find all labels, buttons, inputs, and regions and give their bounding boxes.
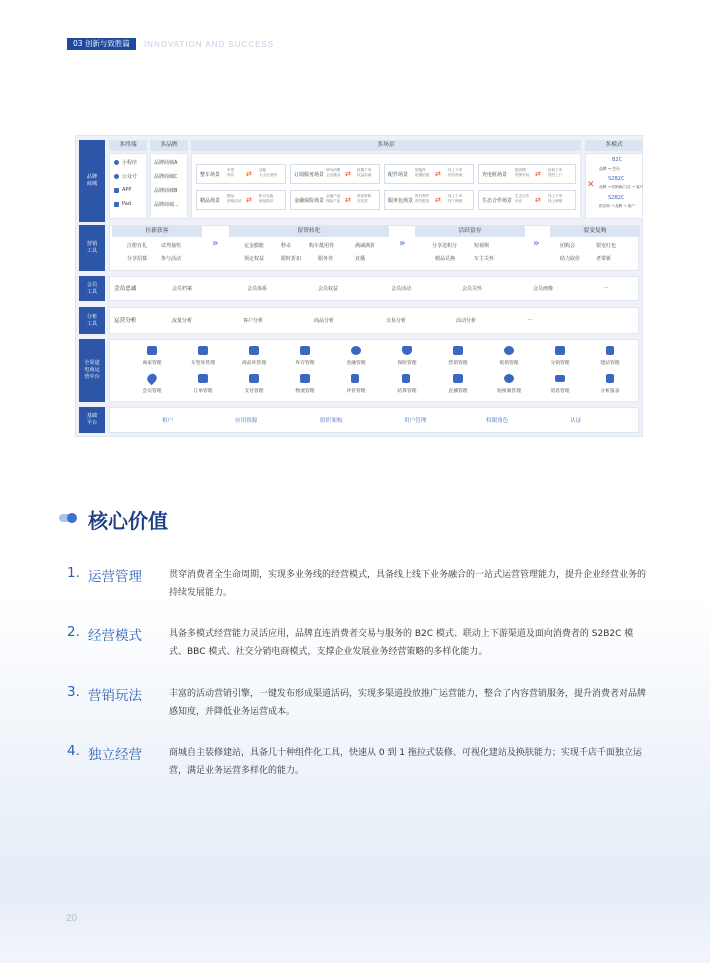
tool-item: 精品兑换	[435, 256, 456, 262]
col-head-terminals: 多终端	[109, 140, 147, 151]
row-label: 品牌 商城	[79, 140, 105, 222]
terminal-item: 公众号	[122, 174, 138, 180]
row-member-tools	[79, 276, 639, 301]
col-head-convert: 留资转化	[229, 226, 389, 237]
scene-card: 生态合作场景 生态合作 伙伴 ⇄ 线上下单 线上核销	[478, 190, 576, 210]
module-label: 短视频管理	[497, 389, 521, 394]
col-head-acquire: 拉新获客	[112, 226, 202, 237]
member-item: 会员档案	[172, 286, 193, 292]
module-label: 分析报表	[600, 389, 620, 394]
diamond-icon	[145, 372, 158, 385]
scene-card: 服务包场景 售后养护 预约服务 ⇄ 线上下单 线下核销	[384, 190, 474, 210]
chevron-right-icon: »	[533, 238, 540, 249]
module-label: 评价管理	[346, 389, 366, 394]
calculator-icon	[402, 374, 410, 383]
report-icon	[606, 374, 614, 383]
tool-item: 直播	[355, 256, 366, 262]
review-icon	[351, 374, 359, 383]
scene-card: 配件场景 智能件 配置拓展 ⇄ 线上下单 现代物流	[384, 164, 474, 184]
item-description: 具备多模式经营能力灵活应用，品牌直连消费者交易与服务的 B2C 模式、联动上下游渠道及面向消费者的 S2B2C 模式、BBC 模式、社交分销电商模式，支撑企业发展业务经营策略的多样化能力。	[169, 629, 634, 657]
car-icon	[198, 346, 208, 355]
inventory-icon	[300, 346, 310, 355]
brand-item: 品牌商城C	[154, 174, 178, 180]
scene-card: 订阅服务场景 SPU消费 会员激活 ⇄ 按期下单 权益扣减	[290, 164, 380, 184]
chevron-right-icon: »	[399, 238, 406, 249]
exchange-icon: ⇄	[345, 170, 351, 178]
order-icon	[198, 374, 208, 383]
item-title: 营销玩法	[88, 688, 142, 704]
grid-icon	[555, 346, 565, 355]
page-number: 20	[66, 913, 78, 924]
tool-item: 注册有礼	[127, 243, 148, 249]
col-head-retain: 活跃留存	[415, 226, 525, 237]
platform-item: 用户管理	[404, 418, 427, 424]
member-item: 会员体系	[247, 286, 268, 292]
brand-item: 品牌商城B	[154, 188, 178, 194]
section-title: 核心价值	[88, 509, 168, 533]
exchange-icon: ⇄	[246, 170, 252, 178]
finance-icon	[351, 346, 361, 355]
row-analysis-tools	[79, 307, 639, 334]
terminals-box	[109, 153, 147, 219]
module-label: 物流管理	[295, 389, 315, 394]
mode-name: B2C	[612, 157, 623, 163]
mode-name: S2B2C	[608, 176, 625, 182]
analysis-item: 交易分析	[386, 318, 407, 324]
marketing-icon	[453, 346, 463, 355]
truck-icon	[300, 374, 310, 383]
module-label: 分销管理	[550, 361, 570, 366]
col-head-fission: 裂变复购	[550, 226, 640, 237]
mobile-icon	[606, 346, 614, 355]
member-item: 会员关怀	[462, 286, 483, 292]
terminal-item: 小程序	[122, 160, 138, 166]
module-label: 金融管理	[346, 361, 366, 366]
member-item: 会员画像	[533, 286, 554, 292]
terminal-item: APP	[122, 187, 132, 193]
module-label: 直播管理	[448, 389, 468, 394]
tool-item: 短视频	[474, 243, 490, 249]
brand-item: 品牌商城...	[154, 202, 179, 208]
exchange-icon: ⇄	[435, 196, 441, 204]
section-bullet-icon	[59, 513, 83, 523]
exchange-icon: ⇄	[435, 170, 441, 178]
module-label: 支付管理	[244, 389, 264, 394]
mode-flow: 品牌 → 会员	[599, 166, 620, 171]
shield-icon	[402, 346, 412, 355]
tablet-icon	[114, 202, 119, 207]
brands-box	[150, 153, 188, 219]
mode-flow: 供应商 → 品牌 → 客户	[599, 204, 635, 208]
item-number: 1.	[67, 565, 80, 581]
row-label: 会员 工具	[79, 276, 105, 301]
exchange-icon: ⇄	[535, 196, 541, 204]
exchange-icon: ⇄	[345, 196, 351, 204]
live-icon	[453, 374, 463, 383]
module-label: 营销管理	[448, 361, 468, 366]
platform-item: 租户	[162, 418, 174, 424]
module-label: 保险管理	[397, 361, 417, 366]
analysis-item: 流量分析	[172, 318, 193, 324]
row-marketing-tools	[79, 225, 639, 271]
chapter-header	[67, 38, 274, 50]
module-label: 库存管理	[295, 361, 315, 366]
tool-item: 购车抵用券	[309, 243, 335, 249]
member-item: 会员权益	[318, 286, 339, 292]
module-label: 商家管理	[142, 361, 162, 366]
item-description: 贯穿消费者全生命周期，实现多业务线的经营模式，具备线上线下业务融合的一站式运营管理能力，提升企业经营业务的持续发展能力。	[169, 570, 647, 598]
scenes-box	[191, 153, 581, 219]
row-base-platform	[79, 407, 639, 433]
tool-item: 试驾抽奖	[161, 243, 182, 249]
analysis-item: 商品分析	[314, 318, 335, 324]
item-description: 丰富的活动营销引擎，一键发布形成渠道活码，实现多渠道投放推广运营能力，整合了内容营销服务，提升消费者对品牌感知度，并降低业务运营成本。	[169, 689, 647, 717]
row-label: 全渠道 电商运 营中台	[79, 339, 105, 402]
cart-icon	[249, 346, 259, 355]
cross-icon: ✕	[587, 180, 595, 190]
scene-card: 充电桩场景 配套模 型保安装 ⇄ 检验下单 预约上门	[478, 164, 576, 184]
module-label: 车型库管理	[191, 361, 215, 366]
module-label: 消息管理	[550, 389, 570, 394]
promotion-icon	[504, 346, 514, 355]
exchange-icon: ⇄	[246, 196, 252, 204]
module-label: 促销管理	[499, 361, 519, 366]
member-item: 会员活动	[391, 286, 412, 292]
chevron-right-icon: »	[212, 238, 219, 249]
analysis-item: 活动分析	[456, 318, 477, 324]
module-label: 订单管理	[193, 389, 213, 394]
tool-item: 助力砍价	[560, 256, 581, 262]
item-title: 运营管理	[88, 569, 142, 585]
scene-card: 整车场景 车型 库存 ⇄ 选配 大小定规则	[196, 164, 286, 184]
tool-item: 秒杀	[281, 243, 292, 249]
mode-flow: 品牌 → 经销商/门店 → 客户	[599, 185, 644, 189]
analysis-item: ...	[528, 316, 533, 322]
tool-item: 预定权益	[244, 256, 265, 262]
platform-item: 组织架构	[320, 418, 343, 424]
tool-item: 团购会	[560, 243, 576, 249]
col-head-brands: 多品牌	[150, 140, 188, 151]
merchant-icon	[147, 346, 157, 355]
row-label: 分析 工具	[79, 307, 105, 334]
terminal-item: Pad	[122, 201, 132, 207]
tool-item: 车主关怀	[474, 256, 495, 262]
item-number: 2.	[67, 624, 80, 640]
chapter-english: INNOVATION AND SUCCESS	[143, 39, 275, 49]
miniprogram-icon	[114, 160, 119, 165]
platform-item: 应用资源	[235, 418, 258, 424]
wechat-icon	[114, 174, 119, 179]
col-head-scenes: 多场景	[191, 140, 581, 151]
member-item: ...	[604, 284, 609, 290]
chapter-tag: 03 创新与致胜篇	[67, 38, 136, 50]
module-label: 建站管理	[600, 361, 620, 366]
mail-icon	[555, 375, 565, 382]
tool-item: 老带新	[596, 256, 612, 262]
col-head-modes: 多模式	[585, 140, 643, 151]
modes-box	[585, 153, 643, 219]
tool-item: 参与活动	[161, 256, 182, 262]
tool-item: 裂变红包	[596, 243, 617, 249]
row-label: 营销 工具	[79, 225, 105, 271]
item-number: 3.	[67, 684, 80, 700]
tool-item: 定金膨胀	[244, 243, 265, 249]
tool-item: 分享招募	[127, 256, 148, 262]
tool-item: 限时折扣	[281, 256, 302, 262]
play-icon	[504, 374, 514, 383]
phone-icon	[114, 188, 119, 193]
item-title: 经营模式	[88, 628, 142, 644]
module-label: 会员管理	[142, 389, 162, 394]
row-label: 基础 平台	[79, 407, 105, 433]
module-label: 商品库管理	[242, 361, 266, 366]
exchange-icon: ⇄	[535, 170, 541, 178]
platform-item: 认证	[570, 418, 582, 424]
item-title: 独立经营	[88, 747, 142, 763]
row-brand-mall	[79, 140, 644, 222]
scene-card: 精品场景 精品 营销活动 ⇄ 积分兑换 商品推荐	[196, 190, 286, 210]
tool-item: 分享送积分	[432, 243, 458, 249]
module-label: 结算管理	[397, 389, 417, 394]
analysis-item: 客户分析	[243, 318, 264, 324]
brand-item: 品牌商城A	[154, 160, 178, 166]
payment-icon	[249, 374, 259, 383]
row-omnichannel-platform	[79, 339, 639, 402]
platform-item: 权限角色	[486, 418, 509, 424]
member-head: 会员忠诚	[114, 286, 137, 292]
tool-item: 服务券	[318, 256, 334, 262]
item-description: 商城自主装修建站，具备几十种组件化工具，快速从 0 到 1 拖拉式装修、可视化建站及换肤能力；实现千店千面独立运营，满足业务运营多样化的能力。	[169, 748, 642, 776]
tool-item: 满减满折	[355, 243, 376, 249]
scene-card: 金融保险场景 金融产品 保险产品 ⇄ 资质审核 在线签	[290, 190, 380, 210]
analysis-head: 运营分析	[114, 318, 137, 324]
mode-name: S2B2C	[608, 195, 625, 201]
architecture-diagram	[75, 135, 643, 437]
item-number: 4.	[67, 743, 80, 759]
